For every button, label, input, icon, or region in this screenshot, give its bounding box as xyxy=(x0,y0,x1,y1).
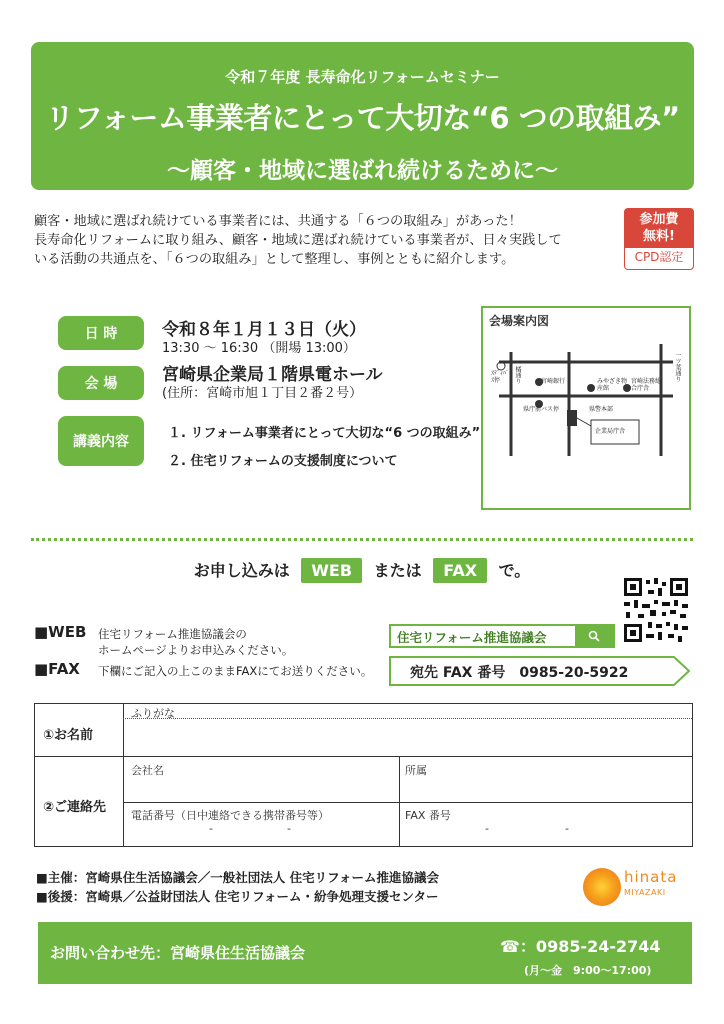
fax-number: 宛先 FAX 番号 0985-20-5922 xyxy=(410,665,629,681)
cpd-label: CPD認定 xyxy=(634,250,684,264)
contact-phone: ☎：0985-24-2744 xyxy=(500,937,661,956)
web-label: ■WEB xyxy=(34,623,87,641)
map-drawing xyxy=(483,308,689,508)
name-label: ①お名前 xyxy=(43,728,94,743)
content-label-pill xyxy=(58,416,144,466)
fax-label: ■FAX xyxy=(34,660,80,678)
company-field[interactable] xyxy=(131,774,393,800)
application-form xyxy=(34,703,693,847)
support-line: ■後援：宮崎県／公益財団法人 住宅リフォーム・紛争処理支援センター xyxy=(36,889,439,904)
phone-label: 電話番号（日中連絡できる携帯番号等） xyxy=(131,809,329,822)
venue-label-pill xyxy=(58,366,144,400)
phone-dash: - xyxy=(287,822,291,835)
map-label-right: 宮崎法務総合庁舎 xyxy=(631,378,662,392)
map-label-office: 県警本部 xyxy=(589,406,614,413)
web-text-1: 住宅リフォーム推進協議会の xyxy=(98,627,247,641)
hinata-logo xyxy=(582,862,686,912)
lecture-item: ２. 住宅リフォームの支援制度について xyxy=(168,454,398,469)
fax-dash: - xyxy=(565,822,569,835)
intro-line: いる活動の共通点を、「６つの取組み」として整理し、事例とともに紹介します。 xyxy=(34,252,515,267)
map-label-bus: ｽﾃﾞｨﾊﾞｽ停 xyxy=(491,370,510,384)
search-icon xyxy=(588,630,600,642)
apply-or: または xyxy=(373,561,422,580)
phone-field[interactable] xyxy=(131,820,393,844)
qr-code-icon[interactable] xyxy=(622,576,690,644)
fax-tag: FAX xyxy=(433,558,487,583)
date-label-pill xyxy=(58,316,144,350)
apply-line xyxy=(0,558,724,583)
event-date: 令和８年１月１３日（火） xyxy=(162,320,366,340)
fax-no-label: FAX 番号 xyxy=(405,809,451,822)
contact-hours: (月～金 9:00～17:00) xyxy=(524,964,652,977)
search-box[interactable] xyxy=(389,624,615,648)
content-label: 講義内容 xyxy=(73,434,129,450)
search-text: 住宅リフォーム推進協議会 xyxy=(397,630,547,645)
venue-address: (住所：宮崎市旭１丁目２番２号） xyxy=(162,386,363,401)
name-field[interactable] xyxy=(131,721,683,753)
apply-prefix: お申し込みは xyxy=(193,561,290,580)
fee-free: 無料! xyxy=(625,228,693,248)
map-label-vertical: 一ツ葉通り xyxy=(674,352,681,382)
map-label-miyazaki: みやざき物産館 xyxy=(597,378,628,392)
furigana-label: ふりがな xyxy=(131,707,175,720)
web-text-2: ホームページよりお申込みください。 xyxy=(98,643,294,657)
map-label-bank: 宮崎銀行 xyxy=(541,378,566,385)
venue-name: 宮崎県企業局１階県電ホール xyxy=(162,365,383,385)
dept-field[interactable] xyxy=(405,774,685,800)
phone-dash: - xyxy=(209,822,213,835)
intro-line: 長寿命化リフォームに取り組み、顧客・地域に選ばれ続けている事業者が、日々実践して xyxy=(34,233,562,248)
page-title: リフォーム事業者にとって大切な“6 つの取組み” xyxy=(45,101,680,135)
map-label-street: 橘通り xyxy=(514,366,521,384)
logo-subtext: MIYAZAKI xyxy=(624,888,666,897)
search-button[interactable] xyxy=(575,626,613,646)
venue-map xyxy=(481,306,691,510)
date-label: 日 時 xyxy=(84,326,118,342)
header-banner xyxy=(31,42,694,190)
company-label: 会社名 xyxy=(131,764,164,777)
fax-dash: - xyxy=(485,822,489,835)
seminar-subheading: 令和７年度 長寿命化リフォームセミナー xyxy=(225,68,500,86)
lecture-item: １. リフォーム事業者にとって大切な“6 つの取組み” xyxy=(168,426,481,441)
contact-label: ②ご連絡先 xyxy=(43,800,107,815)
dotted-divider xyxy=(31,538,693,541)
fax-text: 下欄にご記入の上このままFAXにてお送りください。 xyxy=(98,664,373,678)
logo-text: hinata xyxy=(624,868,678,886)
sun-logo-icon xyxy=(582,867,622,907)
fax-no-field[interactable] xyxy=(405,820,685,844)
contact-org: お問い合わせ先：宮崎県住生活協議会 xyxy=(50,944,306,962)
footer-bar xyxy=(38,922,692,984)
web-tag: WEB xyxy=(301,558,362,583)
page-subtitle: ～顧客・地域に選ばれ続けるために～ xyxy=(167,158,558,184)
map-title: 会場案内図 xyxy=(489,314,550,328)
intro-line: 顧客・地域に選ばれ続けている事業者には、共通する「６つの取組み」があった！ xyxy=(34,214,522,229)
intro-text xyxy=(34,212,614,269)
venue-label: 会 場 xyxy=(84,376,118,392)
apply-suffix: で。 xyxy=(498,561,531,580)
event-time: 13:30 ～ 16:30 （開場 13:00） xyxy=(162,341,356,356)
map-label-venue: 企業局庁舎 xyxy=(595,428,626,435)
host-line: ■主催：宮崎県住生活協議会／一般社団法人 住宅リフォーム推進協議会 xyxy=(36,870,440,885)
fee-label: 参加費 xyxy=(625,209,693,228)
fee-badge xyxy=(624,208,694,270)
dept-label: 所属 xyxy=(405,764,427,777)
map-label-bus-stop: 県庁前バス停 xyxy=(523,406,560,413)
